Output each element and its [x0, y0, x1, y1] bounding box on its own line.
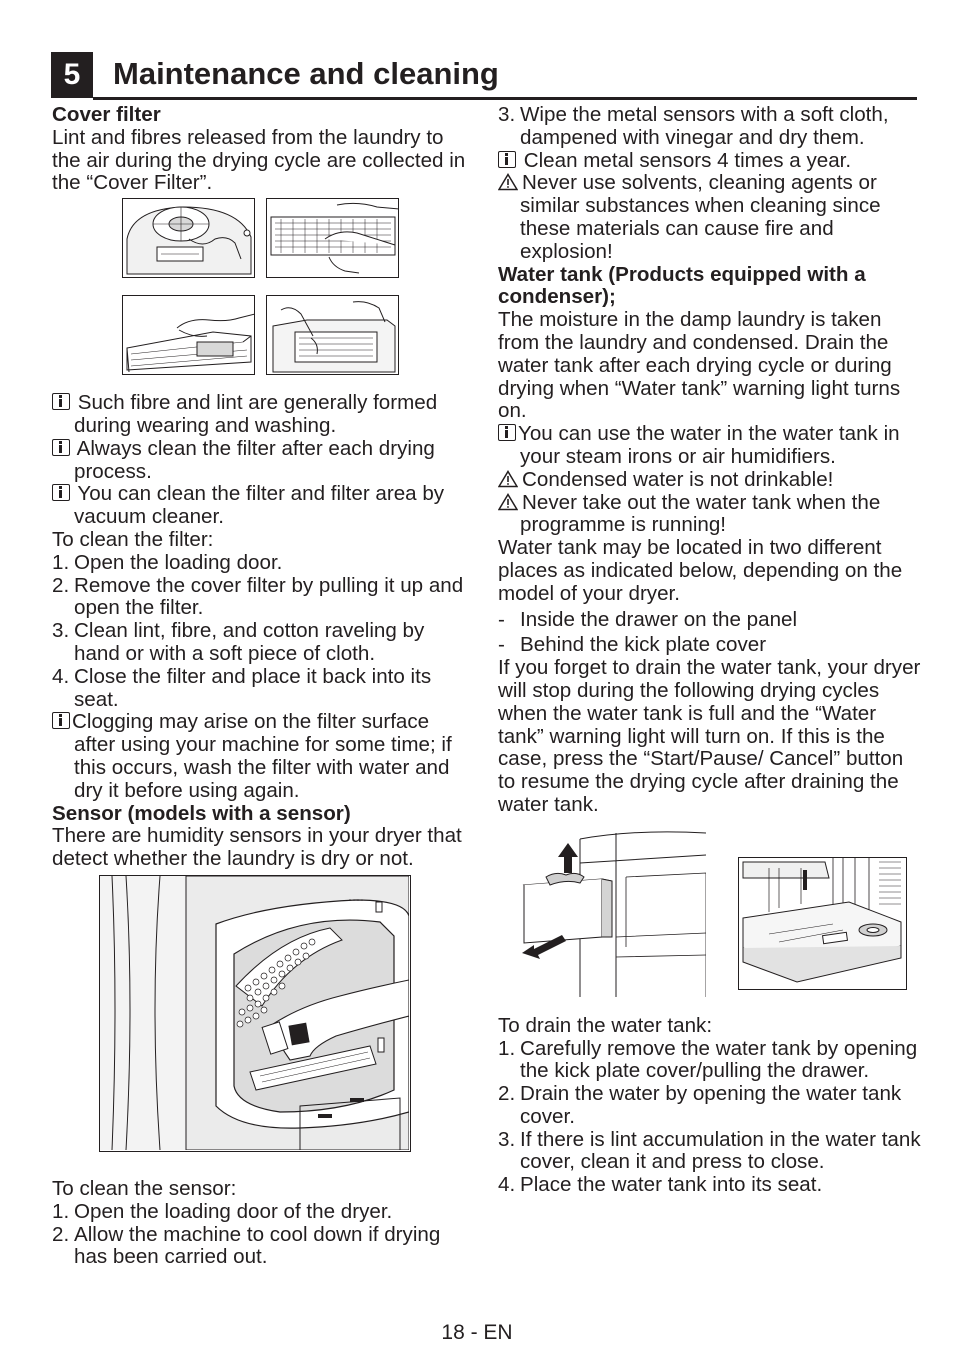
left-column: [52, 104, 472, 1269]
sensor-step: 1. Open the loading door of the dryer.: [52, 1199, 393, 1223]
water-tank-forget-text: If you forget to drain the water tank, your dryer will stop during the following drying cycles when the water tank is full and the “Water tank” warning light will turn on. If this is the case, press the “Start/Pause/ Cancel” button to resume the drying cycle after draining the water tank.: [498, 656, 921, 816]
section-header: [51, 52, 917, 102]
right-column: [498, 104, 922, 1197]
figure-tank-drawer: [516, 827, 706, 1005]
info-icon: [52, 439, 70, 456]
clogging-note: Clogging may arise on the filter surface after using your machine for some time; if this occurs, wash the filter with water and dry it before using again.: [52, 711, 472, 802]
page-number: 18 - EN: [441, 1321, 513, 1344]
section-number: 5: [51, 52, 93, 98]
cover-filter-heading: Cover filter: [52, 103, 161, 126]
filter-step: 2. Remove the cover filter by pulling it up and open the filter.: [52, 573, 464, 620]
filter-step: 1. Open the loading door.: [52, 550, 283, 574]
info-icon: [498, 151, 516, 168]
cover-filter-figures: [52, 198, 472, 386]
water-tank-location: - Inside the drawer on the panel: [498, 607, 798, 631]
water-tank-figures: [498, 827, 922, 1005]
filter-step: 4. Close the filter and place it back into its seat.: [52, 664, 432, 711]
drain-step: 1. Carefully remove the water tank by opening the kick plate cover/pulling the drawer.: [498, 1036, 918, 1083]
info-icon: [52, 712, 70, 729]
figure-filter-clean: [122, 295, 255, 375]
sensor-steps-title: To clean the sensor:: [52, 1176, 237, 1200]
figure-filter-seat: [122, 198, 255, 278]
drain-step: 4. Place the water tank into its seat.: [498, 1173, 823, 1197]
figure-tank-kickplate: [738, 857, 907, 990]
warning-icon: [498, 493, 518, 511]
warning-icon: [498, 173, 518, 191]
figure-sensor: [99, 875, 411, 1152]
figure-filter-reinsert: [266, 295, 399, 375]
info-icon: [52, 393, 70, 410]
filter-step: 3. Clean lint, fibre, and cotton raveling by hand or with a soft piece of cloth.: [52, 619, 425, 665]
water-tank-heading: Water tank (Products equipped with a condenser);: [498, 262, 866, 309]
water-tank-info-note: You can use the water in the water tank in your steam irons or air humidifiers.: [498, 423, 922, 469]
drain-step: 3. If there is lint accumulation in the water tank cover, clean it and press to close.: [498, 1127, 921, 1174]
sensor-intro: There are humidity sensors in your dryer that detect whether the laundry is dry or not.: [52, 824, 462, 871]
water-tank-warning-2: Never take out the water tank when the programme is running!: [498, 492, 922, 538]
drain-step: 2. Drain the water by opening the water tank cover.: [498, 1082, 902, 1128]
sensor-info-note: Clean metal sensors 4 times a year.: [498, 150, 922, 173]
info-icon: [52, 484, 70, 501]
water-tank-location: - Behind the kick plate cover: [498, 633, 767, 657]
sensor-step: 2. Allow the machine to cool down if drying has been carried out.: [52, 1222, 441, 1269]
sensor-warning-note: Never use solvents, cleaning agents or similar substances when cleaning since these materials can cause fire and explosion!: [498, 172, 922, 263]
water-tank-warning-1: Condensed water is not drinkable!: [498, 469, 922, 492]
cover-filter-intro: Lint and fibres released from the laundry to the air during the drying cycle are collected in the “Cover Filter”.: [52, 125, 466, 195]
sensor-heading: Sensor (models with a sensor): [52, 801, 351, 825]
warning-icon: [498, 470, 518, 488]
cover-filter-note-1: Such fibre and lint are generally formed during wearing and washing.: [52, 392, 472, 438]
section-title: Maintenance and cleaning: [113, 56, 499, 91]
drain-steps-title: To drain the water tank:: [498, 1013, 713, 1037]
cover-filter-note-3: You can clean the filter and filter area by vacuum cleaner.: [52, 483, 472, 529]
section-rule: [93, 97, 917, 100]
sensor-step: 3. Wipe the metal sensors with a soft cloth, dampened with vinegar and dry them.: [498, 103, 889, 149]
figure-filter-open: [266, 198, 399, 278]
cover-filter-note-2: Always clean the filter after each drying process.: [52, 438, 472, 484]
filter-steps-title: To clean the filter:: [52, 527, 214, 551]
water-tank-intro: The moisture in the damp laundry is taken from the laundry and condensed. Drain the water tank after each drying cycle or during drying when “Water tank” warning light turns on.: [498, 308, 901, 423]
water-tank-location-text: Water tank may be located in two different places as indicated below, depending on the model of your dryer.: [498, 536, 903, 605]
info-icon: [498, 424, 516, 441]
